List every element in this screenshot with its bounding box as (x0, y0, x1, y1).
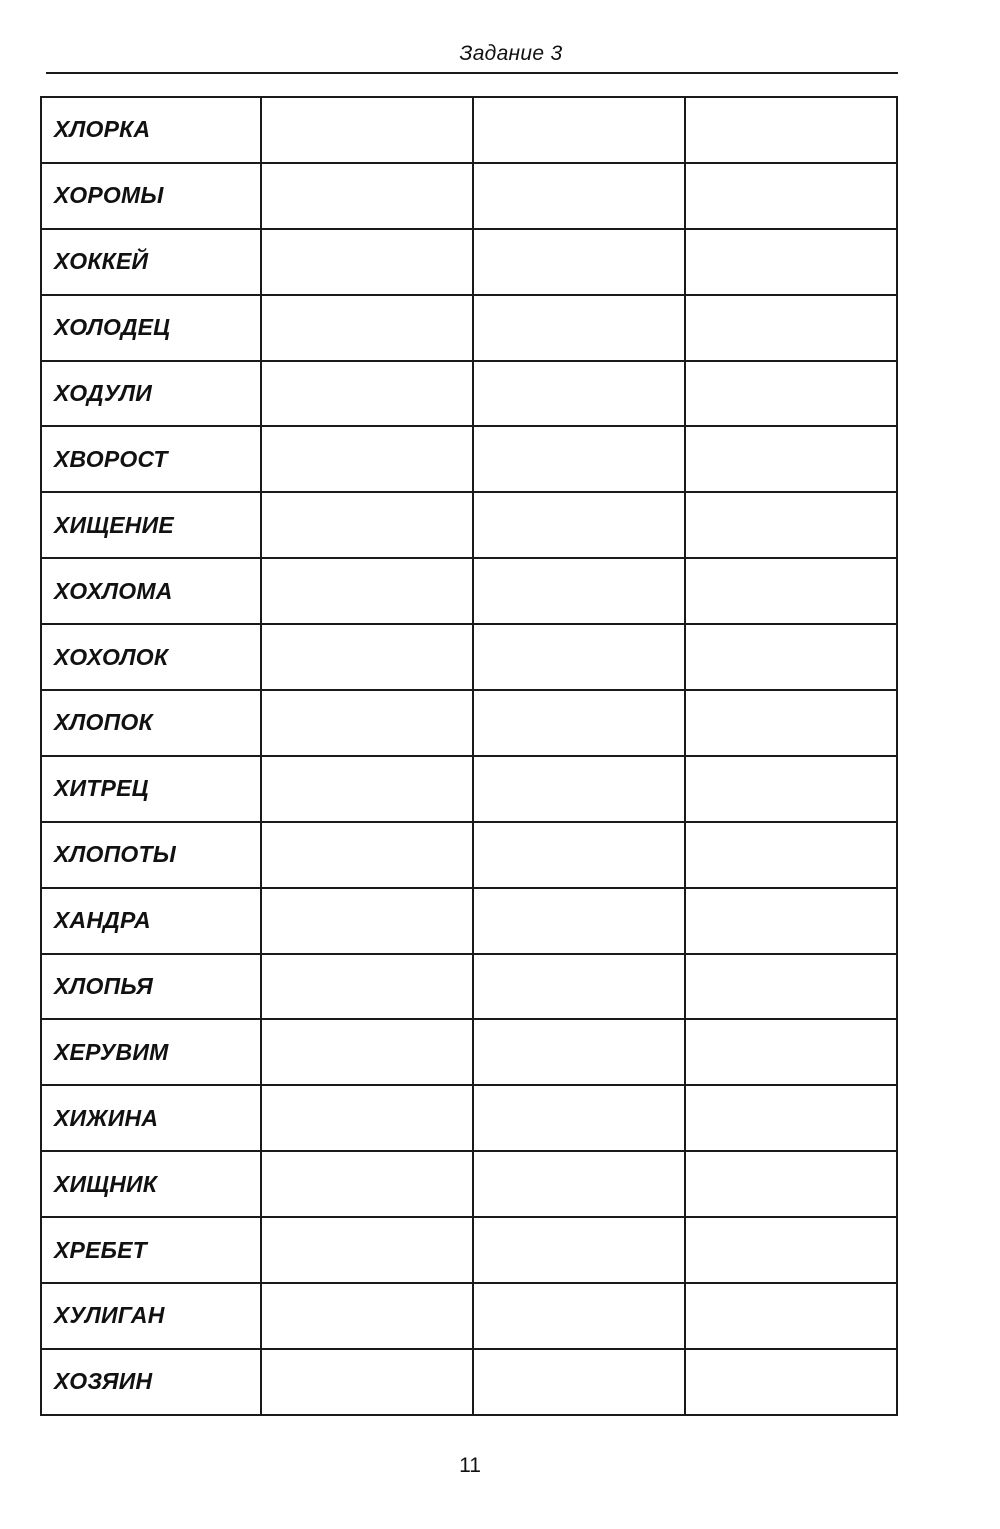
answer-cell[interactable] (685, 888, 897, 954)
table-row (41, 558, 897, 624)
answer-cell[interactable] (261, 295, 473, 361)
answer-cell[interactable] (261, 1283, 473, 1349)
table-row (41, 163, 897, 229)
table-row (41, 1085, 897, 1151)
answer-cell[interactable] (261, 163, 473, 229)
word-cell: ХАНДРА (41, 888, 261, 954)
answer-cell[interactable] (685, 1283, 897, 1349)
word-cell: ХИТРЕЦ (41, 756, 261, 822)
answer-cell[interactable] (261, 822, 473, 888)
answer-cell[interactable] (473, 229, 685, 295)
answer-cell[interactable] (261, 1019, 473, 1085)
answer-cell[interactable] (261, 558, 473, 624)
answer-cell[interactable] (685, 690, 897, 756)
answer-cell[interactable] (473, 756, 685, 822)
answer-cell[interactable] (685, 756, 897, 822)
table-row (41, 1283, 897, 1349)
word-cell: ХВОРОСТ (41, 426, 261, 492)
table-row (41, 888, 897, 954)
table-row (41, 1349, 897, 1415)
answer-cell[interactable] (473, 163, 685, 229)
answer-cell[interactable] (261, 426, 473, 492)
answer-cell[interactable] (261, 1349, 473, 1415)
answer-cell[interactable] (685, 1349, 897, 1415)
answer-cell[interactable] (261, 888, 473, 954)
answer-cell[interactable] (685, 426, 897, 492)
answer-cell[interactable] (685, 295, 897, 361)
table-row (41, 1151, 897, 1217)
table-row (41, 426, 897, 492)
answer-cell[interactable] (473, 97, 685, 163)
word-cell: ХОДУЛИ (41, 361, 261, 427)
page-title: Задание 3 (459, 42, 563, 65)
answer-cell[interactable] (261, 229, 473, 295)
word-cell: ХРЕБЕТ (41, 1217, 261, 1283)
answer-cell[interactable] (473, 492, 685, 558)
answer-cell[interactable] (685, 97, 897, 163)
worksheet-body (41, 97, 897, 1415)
answer-cell[interactable] (473, 624, 685, 690)
word-cell: ХЛОРКА (41, 97, 261, 163)
word-cell: ХОККЕЙ (41, 229, 261, 295)
word-cell: ХИЩНИК (41, 1151, 261, 1217)
word-cell: ХОЗЯИН (41, 1349, 261, 1415)
answer-cell[interactable] (473, 690, 685, 756)
answer-cell[interactable] (685, 954, 897, 1020)
answer-cell[interactable] (261, 1217, 473, 1283)
answer-cell[interactable] (261, 690, 473, 756)
word-cell: ХЕРУВИМ (41, 1019, 261, 1085)
table-row (41, 822, 897, 888)
answer-cell[interactable] (261, 492, 473, 558)
answer-cell[interactable] (261, 624, 473, 690)
worksheet-table (40, 96, 898, 1416)
table-row (41, 690, 897, 756)
word-cell: ХОРОМЫ (41, 163, 261, 229)
table-row (41, 954, 897, 1020)
word-cell: ХЛОПОК (41, 690, 261, 756)
table-row (41, 229, 897, 295)
table-row (41, 756, 897, 822)
answer-cell[interactable] (261, 1151, 473, 1217)
answer-cell[interactable] (473, 295, 685, 361)
answer-cell[interactable] (473, 1217, 685, 1283)
answer-cell[interactable] (685, 1019, 897, 1085)
answer-cell[interactable] (473, 888, 685, 954)
table-row (41, 295, 897, 361)
answer-cell[interactable] (473, 361, 685, 427)
answer-cell[interactable] (685, 1151, 897, 1217)
answer-cell[interactable] (473, 1085, 685, 1151)
answer-cell[interactable] (685, 822, 897, 888)
word-cell: ХУЛИГАН (41, 1283, 261, 1349)
answer-cell[interactable] (473, 426, 685, 492)
answer-cell[interactable] (685, 558, 897, 624)
word-cell: ХОХЛОМА (41, 558, 261, 624)
answer-cell[interactable] (685, 1085, 897, 1151)
word-cell: ХИЖИНА (41, 1085, 261, 1151)
answer-cell[interactable] (473, 1151, 685, 1217)
table-row (41, 1019, 897, 1085)
page-header (46, 40, 898, 74)
answer-cell[interactable] (473, 822, 685, 888)
word-cell: ХЛОПЬЯ (41, 954, 261, 1020)
word-cell: ХОЛОДЕЦ (41, 295, 261, 361)
table-row (41, 492, 897, 558)
answer-cell[interactable] (473, 558, 685, 624)
answer-cell[interactable] (261, 1085, 473, 1151)
answer-cell[interactable] (685, 624, 897, 690)
answer-cell[interactable] (685, 361, 897, 427)
answer-cell[interactable] (473, 1019, 685, 1085)
answer-cell[interactable] (261, 361, 473, 427)
answer-cell[interactable] (261, 97, 473, 163)
table-row (41, 1217, 897, 1283)
table-row (41, 361, 897, 427)
word-cell: ХЛОПОТЫ (41, 822, 261, 888)
word-cell: ХИЩЕНИЕ (41, 492, 261, 558)
answer-cell[interactable] (473, 1349, 685, 1415)
answer-cell[interactable] (473, 954, 685, 1020)
answer-cell[interactable] (685, 1217, 897, 1283)
page-number: 11 (459, 1454, 481, 1477)
table-row (41, 624, 897, 690)
answer-cell[interactable] (685, 492, 897, 558)
word-cell: ХОХОЛОК (41, 624, 261, 690)
answer-cell[interactable] (685, 163, 897, 229)
answer-cell[interactable] (261, 756, 473, 822)
table-row (41, 97, 897, 163)
answer-cell[interactable] (261, 954, 473, 1020)
answer-cell[interactable] (685, 229, 897, 295)
answer-cell[interactable] (473, 1283, 685, 1349)
